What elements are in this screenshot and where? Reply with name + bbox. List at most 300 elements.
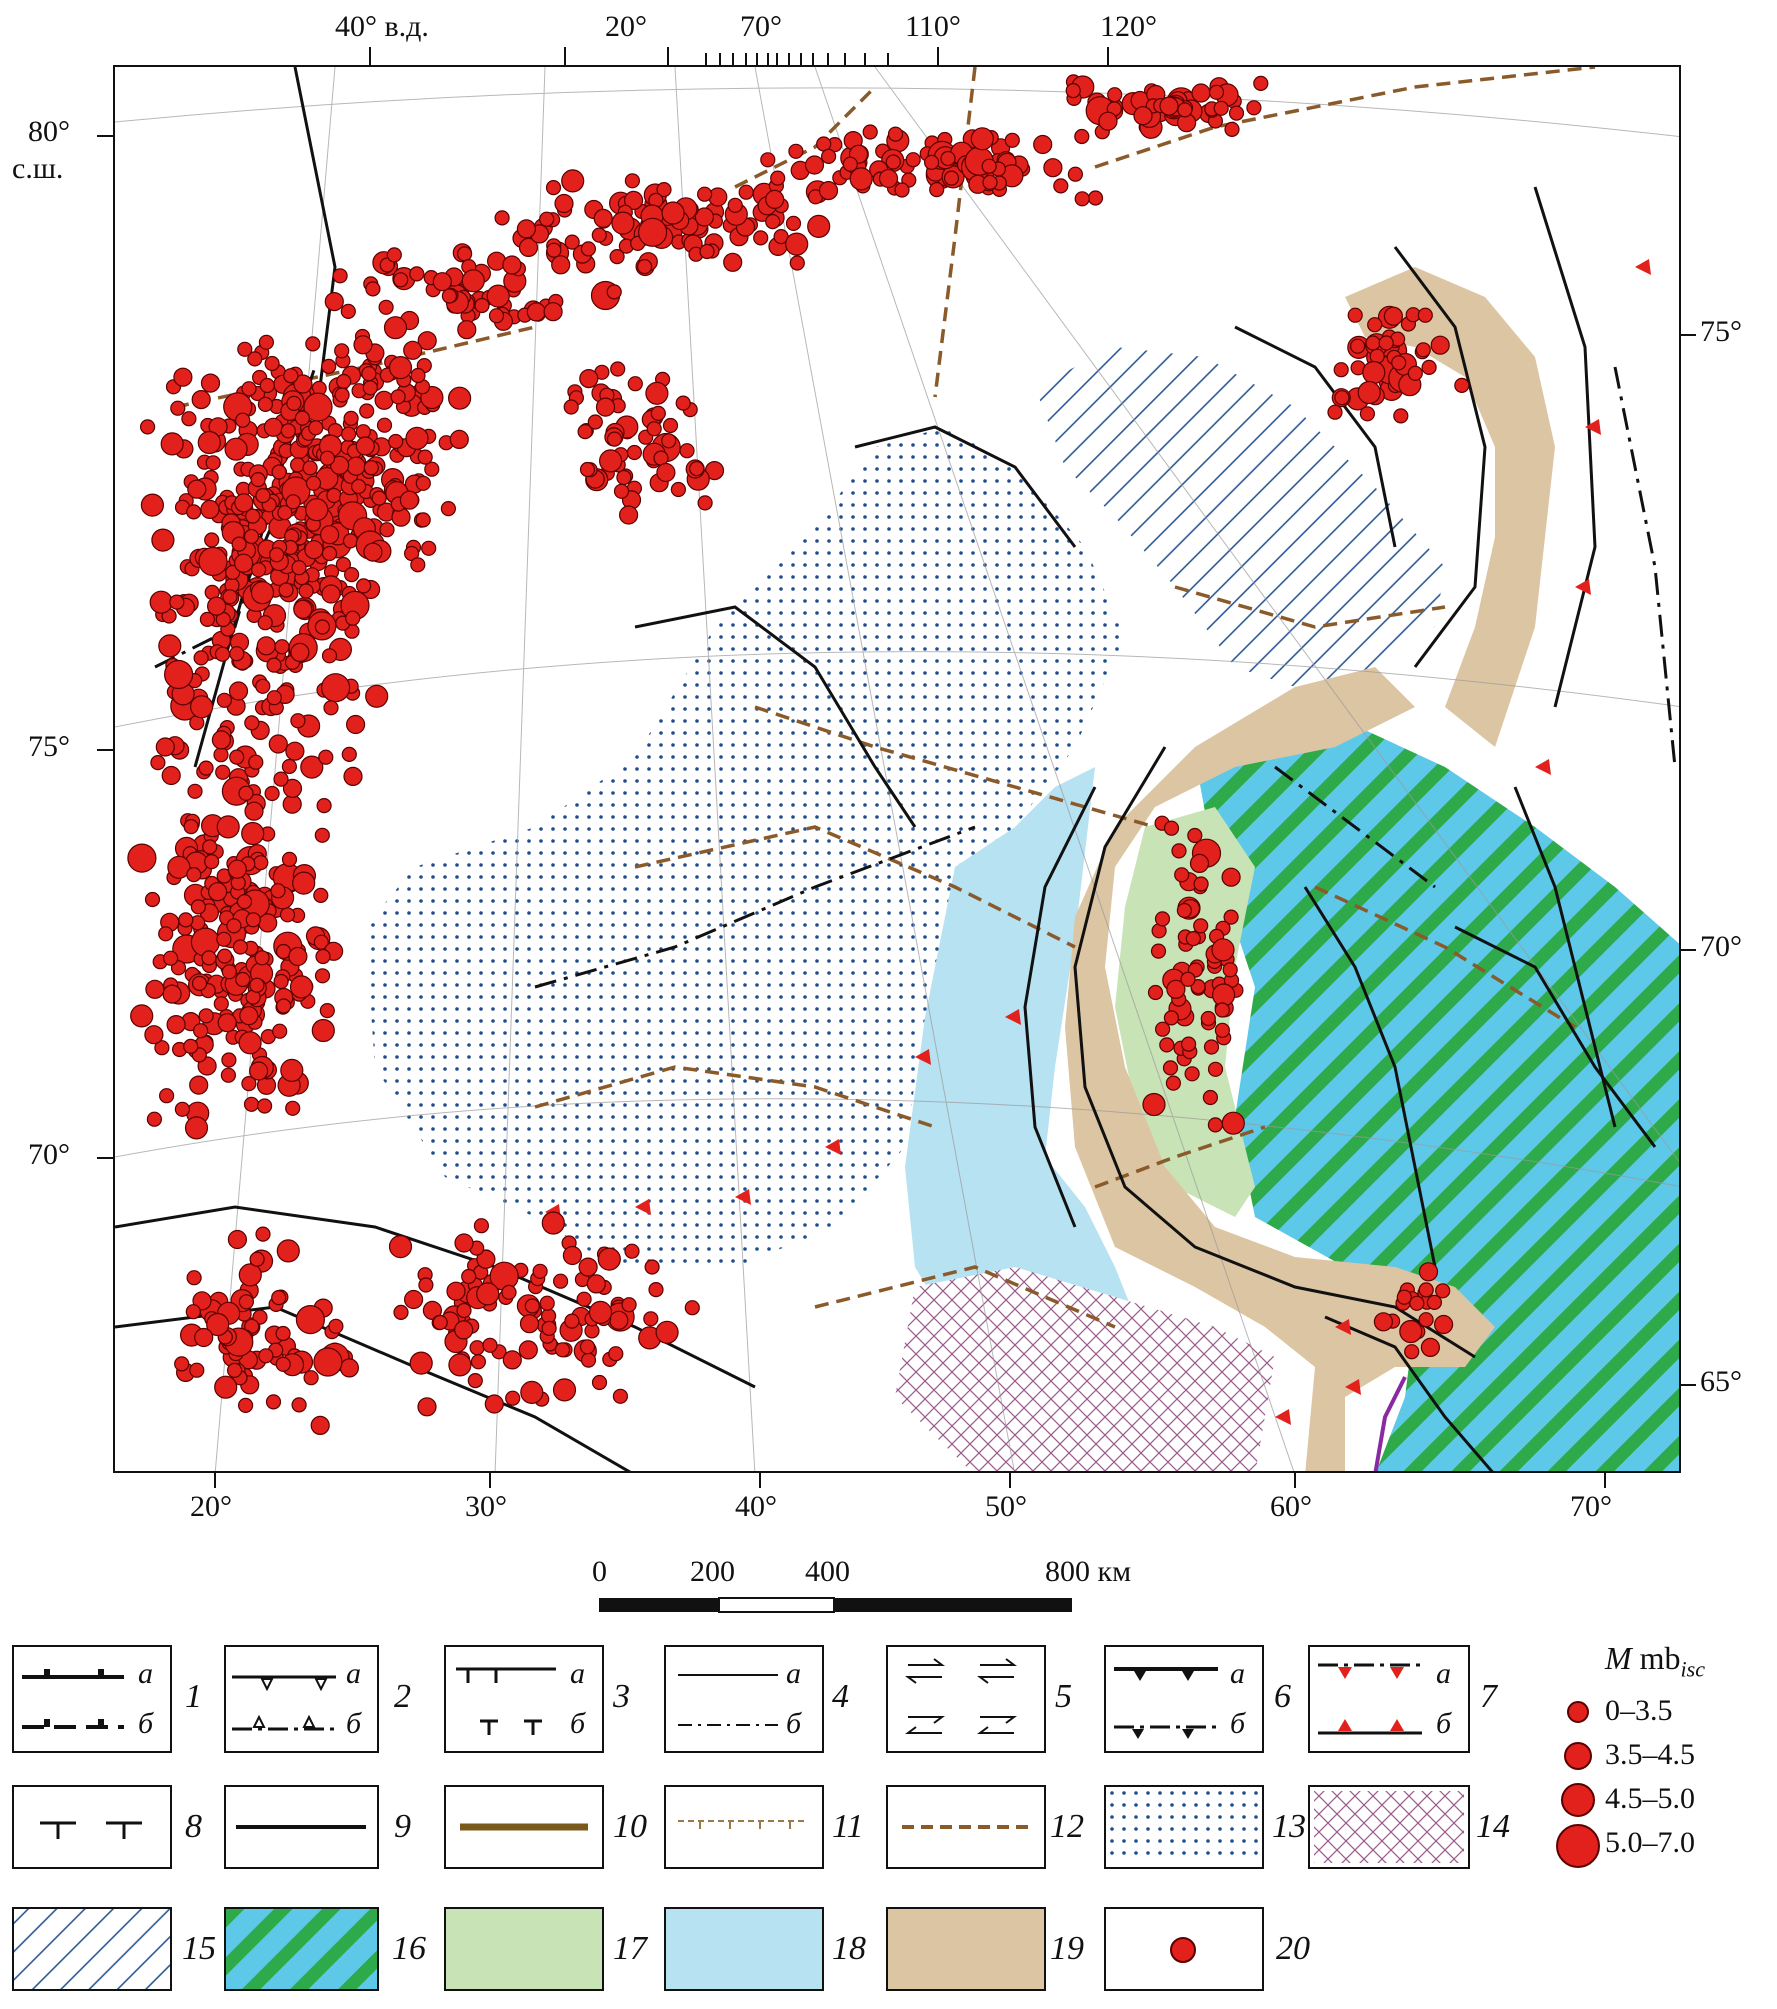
earthquake-point (363, 381, 377, 395)
earthquake-point (457, 1304, 471, 1318)
earthquake-point (1164, 1061, 1178, 1075)
right-label-75: 75° (1700, 315, 1742, 348)
earthquake-point (385, 317, 407, 339)
earthquake-point (163, 985, 181, 1003)
earthquake-point (1400, 1321, 1422, 1343)
earthquake-point (442, 289, 456, 303)
earthquake-point (1215, 1023, 1229, 1037)
earthquake-point (562, 170, 584, 192)
bottom-label-40: 40° (735, 1490, 777, 1523)
earthquake-point (565, 1314, 579, 1328)
earthquake-point (1075, 192, 1089, 206)
legend-num-18: 18 (832, 1930, 866, 1967)
earthquake-point (160, 1089, 174, 1103)
earthquake-point (1068, 167, 1082, 181)
earthquake-point (982, 159, 996, 173)
earthquake-point (145, 1026, 163, 1044)
earthquake-point (418, 450, 432, 464)
earthquake-point (1156, 912, 1170, 926)
earthquake-point (184, 1039, 198, 1053)
earthquake-point (1201, 1012, 1215, 1026)
left-label-north: с.ш. (12, 152, 64, 185)
earthquake-point (400, 491, 418, 509)
earthquake-point (199, 1009, 213, 1023)
earthquake-point (221, 1068, 235, 1082)
earthquake-point (321, 526, 339, 544)
earthquake-point (283, 852, 297, 866)
earthquake-point (254, 856, 268, 870)
earthquake-point (1405, 1345, 1419, 1359)
earthquake-point (305, 541, 323, 559)
earthquake-point (356, 437, 374, 455)
earthquake-point (267, 1395, 281, 1409)
earthquake-point (471, 1355, 485, 1369)
earthquake-point (225, 438, 247, 460)
earthquake-point (1418, 308, 1432, 322)
scale-label-0: 0 (592, 1555, 607, 1588)
earthquake-point (335, 344, 349, 358)
earthquake-point (1164, 1011, 1178, 1025)
earthquake-point (165, 661, 193, 689)
earthquake-point (565, 235, 579, 249)
earthquake-point (152, 529, 174, 551)
earthquake-point (608, 432, 622, 446)
earthquake-point (945, 171, 959, 185)
earthquake-point (487, 285, 509, 307)
earthquake-point (644, 1312, 658, 1326)
earthquake-point (1247, 101, 1261, 115)
legend-swatch-15 (12, 1907, 172, 1991)
earthquake-point (236, 973, 250, 987)
earthquake-point (208, 597, 226, 615)
earthquake-point (449, 1354, 471, 1376)
earthquake-point (255, 951, 269, 965)
earthquake-point (1358, 382, 1380, 404)
earthquake-point (597, 398, 615, 416)
earthquake-point (1422, 360, 1436, 374)
earthquake-point (1152, 944, 1166, 958)
earthquake-point (187, 868, 201, 882)
legend-num-2: 2 (394, 1678, 411, 1715)
earthquake-point (1455, 378, 1469, 392)
earthquake-point (1360, 407, 1374, 421)
earthquake-point (1209, 1062, 1223, 1076)
earthquake-point (519, 1341, 537, 1359)
earthquake-point (1143, 1094, 1165, 1116)
earthquake-point (291, 714, 305, 728)
earthquake-point (372, 491, 386, 505)
earthquake-point (617, 471, 631, 485)
earthquake-point (389, 435, 403, 449)
earthquake-point (625, 1244, 639, 1258)
earthquake-point (230, 750, 244, 764)
earthquake-point (272, 465, 286, 479)
earthquake-point (199, 548, 227, 576)
earthquake-point (462, 1270, 476, 1284)
earthquake-point (354, 336, 372, 354)
earthquake-point (587, 1275, 605, 1293)
earthquake-point (195, 1329, 213, 1347)
earthquake-point (228, 1363, 242, 1377)
bottom-label-70: 70° (1570, 1490, 1612, 1523)
earthquake-point (327, 489, 341, 503)
earthquake-point (306, 337, 320, 351)
top-ticks (113, 45, 1681, 67)
earthquake-point (1379, 336, 1393, 350)
earthquake-point (150, 591, 172, 613)
earthquake-point (340, 1359, 358, 1377)
earthquake-point (333, 269, 347, 283)
earthquake-point (1384, 307, 1402, 325)
earthquake-point (863, 125, 877, 139)
legend-num-4: 4 (832, 1678, 849, 1715)
earthquake-point (1416, 343, 1430, 357)
earthquake-point (1366, 336, 1380, 350)
earthquake-point (1149, 986, 1163, 1000)
earthquake-point (375, 391, 393, 409)
earthquake-point (1212, 939, 1234, 961)
earthquake-point (309, 421, 323, 435)
legend-swatch-20 (1104, 1907, 1264, 1991)
earthquake-point (477, 1283, 499, 1305)
earthquake-point (246, 913, 260, 927)
earthquake-point (625, 174, 639, 188)
top-label-40: 40° в.д. (335, 10, 429, 43)
earthquake-point (291, 458, 305, 472)
earthquake-point (554, 1274, 568, 1288)
earthquake-point (151, 756, 165, 770)
earthquake-point (216, 647, 230, 661)
map-canvas (115, 67, 1681, 1473)
earthquake-point (1222, 868, 1240, 886)
top-label-20: 20° (605, 10, 647, 43)
legend-num-5: 5 (1055, 1678, 1072, 1715)
earthquake-point (533, 1264, 547, 1278)
earthquake-point (761, 153, 775, 167)
earthquake-point (449, 387, 471, 409)
earthquake-point (205, 855, 219, 869)
earthquake-point (258, 1099, 272, 1113)
earthquake-point (236, 413, 250, 427)
magnitude-class-1: 0–3.5 (1605, 1694, 1673, 1727)
earthquake-point (303, 461, 317, 475)
earthquake-point (1230, 106, 1244, 120)
earthquake-point (291, 976, 313, 998)
earthquake-point (639, 218, 667, 246)
earthquake-point (906, 153, 920, 167)
legend-1-b: б (138, 1707, 154, 1740)
legend-swatch-9 (224, 1785, 379, 1869)
earthquake-point (141, 420, 155, 434)
earthquake-point (622, 1298, 636, 1312)
earthquake-point (554, 1379, 576, 1401)
magnitude-title-m: M (1605, 1640, 1632, 1676)
earthquake-point (547, 181, 561, 195)
earthquake-point (495, 211, 509, 225)
earthquake-point (311, 1416, 329, 1434)
earthquake-point (387, 248, 401, 262)
earthquake-point (394, 1305, 408, 1319)
legend-7-a: а (1436, 1657, 1451, 1690)
earthquake-point (1328, 405, 1342, 419)
earthquake-point (615, 484, 629, 498)
earthquake-point (462, 270, 484, 292)
earthquake-point (1435, 1316, 1453, 1334)
earthquake-point (790, 256, 804, 270)
legend-swatch-12 (886, 1785, 1046, 1869)
earthquake-point (527, 303, 545, 321)
earthquake-point (1225, 122, 1239, 136)
earthquake-point (206, 456, 220, 470)
earthquake-point (322, 359, 336, 373)
earthquake-point (502, 1285, 516, 1299)
legend-swatch-19 (886, 1907, 1046, 1991)
earthquake-point (281, 908, 295, 922)
earthquake-point (405, 1291, 423, 1309)
earthquake-point (1165, 821, 1179, 835)
earthquake-point (458, 321, 476, 339)
earthquake-point (441, 502, 455, 516)
earthquake-point (555, 195, 573, 213)
earthquake-point (276, 1357, 290, 1371)
legend-num-8: 8 (185, 1808, 202, 1845)
earthquake-point (304, 1371, 318, 1385)
earthquake-point (542, 1212, 564, 1234)
earthquake-point (612, 212, 634, 234)
earthquake-point (258, 616, 272, 630)
earthquake-point (312, 1020, 334, 1042)
earthquake-point (1419, 1283, 1433, 1297)
earthquake-point (941, 152, 955, 166)
earthquake-point (503, 1351, 521, 1369)
legend-num-6: 6 (1274, 1678, 1291, 1715)
earthquake-point (850, 168, 872, 190)
legend-swatch-13 (1104, 1785, 1264, 1869)
earthquake-point (217, 693, 231, 707)
earthquake-point (276, 1327, 290, 1341)
earthquake-point (404, 341, 422, 359)
earthquake-point (239, 1398, 253, 1412)
earthquake-point (287, 396, 301, 410)
earthquake-point (256, 489, 270, 503)
earthquake-point (391, 390, 405, 404)
earthquake-point (209, 883, 227, 901)
earthquake-point (307, 476, 321, 490)
earthquake-point (146, 893, 160, 907)
earthquake-point (1192, 84, 1210, 102)
earthquake-point (766, 215, 780, 229)
earthquake-point (1175, 868, 1189, 882)
earthquake-point (175, 1102, 189, 1116)
legend-swatch-17 (444, 1907, 604, 1991)
earthquake-point (230, 647, 244, 661)
earthquake-point (577, 1292, 591, 1306)
legend-swatch-6 (1104, 1645, 1264, 1753)
earthquake-point (582, 1353, 596, 1367)
legend-6-a: а (1230, 1657, 1245, 1690)
legend-num-19: 19 (1050, 1930, 1084, 1967)
earthquake-point (419, 1278, 433, 1292)
earthquake-point (786, 233, 808, 255)
earthquake-point (344, 411, 358, 425)
earthquake-point (345, 568, 359, 582)
earthquake-point (609, 1347, 623, 1361)
earthquake-point (337, 375, 351, 389)
bottom-label-20: 20° (190, 1490, 232, 1523)
earthquake-point (1182, 1037, 1196, 1051)
earthquake-point (356, 425, 370, 439)
earthquake-point (366, 282, 380, 296)
earthquake-point (259, 335, 273, 349)
earthquake-point (564, 400, 578, 414)
earthquake-point (1188, 829, 1202, 843)
earthquake-point (390, 1236, 412, 1258)
earthquake-point (628, 377, 642, 391)
left-label-80: 80° (28, 115, 70, 148)
earthquake-point (422, 541, 436, 555)
legend-swatch-10 (444, 1785, 604, 1869)
earthquake-point (250, 1062, 268, 1080)
earthquake-point (324, 701, 338, 715)
earthquake-point (1334, 363, 1348, 377)
legend-swatch-14 (1308, 1785, 1470, 1869)
legend-num-1: 1 (185, 1678, 202, 1715)
earthquake-point (360, 404, 374, 418)
earthquake-point (292, 561, 306, 575)
earthquake-point (269, 735, 287, 753)
earthquake-point (319, 750, 333, 764)
earthquake-point (256, 1227, 270, 1241)
earthquake-point (299, 584, 313, 598)
earthquake-point (690, 462, 704, 476)
earthquake-point (1194, 877, 1208, 891)
earthquake-point (433, 273, 451, 291)
legend-num-20: 20 (1276, 1930, 1310, 1967)
legend-num-3: 3 (613, 1678, 630, 1715)
earthquake-point (607, 285, 621, 299)
earthquake-point (275, 640, 289, 654)
legend-swatch-5 (886, 1645, 1046, 1753)
earthquake-point (1348, 308, 1362, 322)
earthquake-point (1427, 1295, 1441, 1309)
earthquake-point (284, 369, 298, 383)
legend-num-14: 14 (1476, 1808, 1510, 1845)
earthquake-point (257, 637, 275, 655)
magnitude-dot-2 (1564, 1742, 1592, 1770)
earthquake-point (1208, 1118, 1222, 1132)
earthquake-point (230, 682, 248, 700)
earthquake-point (190, 1076, 208, 1094)
earthquake-point (1223, 963, 1237, 977)
legend-4-b: б (786, 1707, 802, 1740)
earthquake-point (201, 500, 219, 518)
earthquake-point (1177, 904, 1191, 918)
legend-6-b: б (1230, 1707, 1246, 1740)
earthquake-point (228, 860, 246, 878)
magnitude-title-mb: mb (1631, 1640, 1681, 1676)
earthquake-point (406, 427, 428, 449)
legend-num-17: 17 (613, 1930, 647, 1967)
earthquake-point (521, 1381, 543, 1403)
earthquake-point (205, 533, 219, 547)
earthquake-point (222, 965, 236, 979)
earthquake-point (162, 767, 180, 785)
earthquake-point (217, 932, 231, 946)
earthquake-point (581, 242, 595, 256)
earthquake-point (971, 128, 993, 150)
earthquake-point (1222, 1112, 1244, 1134)
magnitude-legend-title (1605, 1640, 1705, 1682)
earthquake-point (364, 461, 378, 475)
earthquake-point (680, 444, 694, 458)
earthquake-point (214, 748, 228, 762)
earthquake-point (281, 1059, 303, 1081)
earthquake-point (789, 144, 803, 158)
earthquake-point (147, 1112, 161, 1126)
earthquake-point (252, 563, 266, 577)
earthquake-point (610, 1311, 628, 1329)
earthquake-point (277, 999, 291, 1013)
earthquake-point (1166, 1076, 1180, 1090)
legend-2-b: б (346, 1707, 362, 1740)
earthquake-point (433, 1316, 447, 1330)
earthquake-point (214, 997, 228, 1011)
earthquake-point (646, 382, 668, 404)
earthquake-point (364, 543, 382, 561)
earthquake-point (698, 187, 712, 201)
earthquake-point (218, 1014, 236, 1032)
earthquake-point (379, 300, 393, 314)
earthquake-point (470, 1341, 484, 1355)
legend-3-a: а (570, 1657, 585, 1690)
earthquake-point (611, 362, 625, 376)
earthquake-point (766, 190, 784, 208)
earthquake-point (194, 1024, 208, 1038)
legend-num-15: 15 (182, 1930, 216, 1967)
earthquake-point (159, 635, 181, 657)
earthquake-point (228, 1231, 246, 1249)
earthquake-point (270, 548, 284, 562)
earthquake-point (1431, 336, 1449, 354)
earthquake-point (141, 494, 163, 516)
earthquake-point (983, 175, 997, 189)
earthquake-point (188, 784, 202, 798)
earthquake-point (662, 202, 684, 224)
earthquake-point (1172, 844, 1186, 858)
earthquake-point (170, 595, 184, 609)
earthquake-point (490, 309, 504, 323)
earthquake-point (728, 198, 742, 212)
earthquake-point (1335, 391, 1349, 405)
earthquake-point (1374, 1313, 1392, 1331)
earthquake-point (880, 170, 898, 188)
earthquake-point (458, 247, 472, 261)
earthquake-point (202, 951, 216, 965)
earthquake-point (739, 185, 753, 199)
earthquake-point (1420, 1263, 1438, 1281)
earthquake-point (411, 369, 425, 383)
magnitude-dot-1 (1567, 1701, 1589, 1723)
earthquake-point (1368, 318, 1382, 332)
earthquake-point (1134, 107, 1152, 125)
earthquake-point (314, 1348, 342, 1376)
earthquake-point (1178, 103, 1192, 117)
earthquake-point (296, 1306, 324, 1334)
legend-num-10: 10 (613, 1808, 647, 1845)
earthquake-point (647, 422, 661, 436)
earthquake-point (281, 424, 295, 438)
earthquake-point (1185, 1067, 1199, 1081)
